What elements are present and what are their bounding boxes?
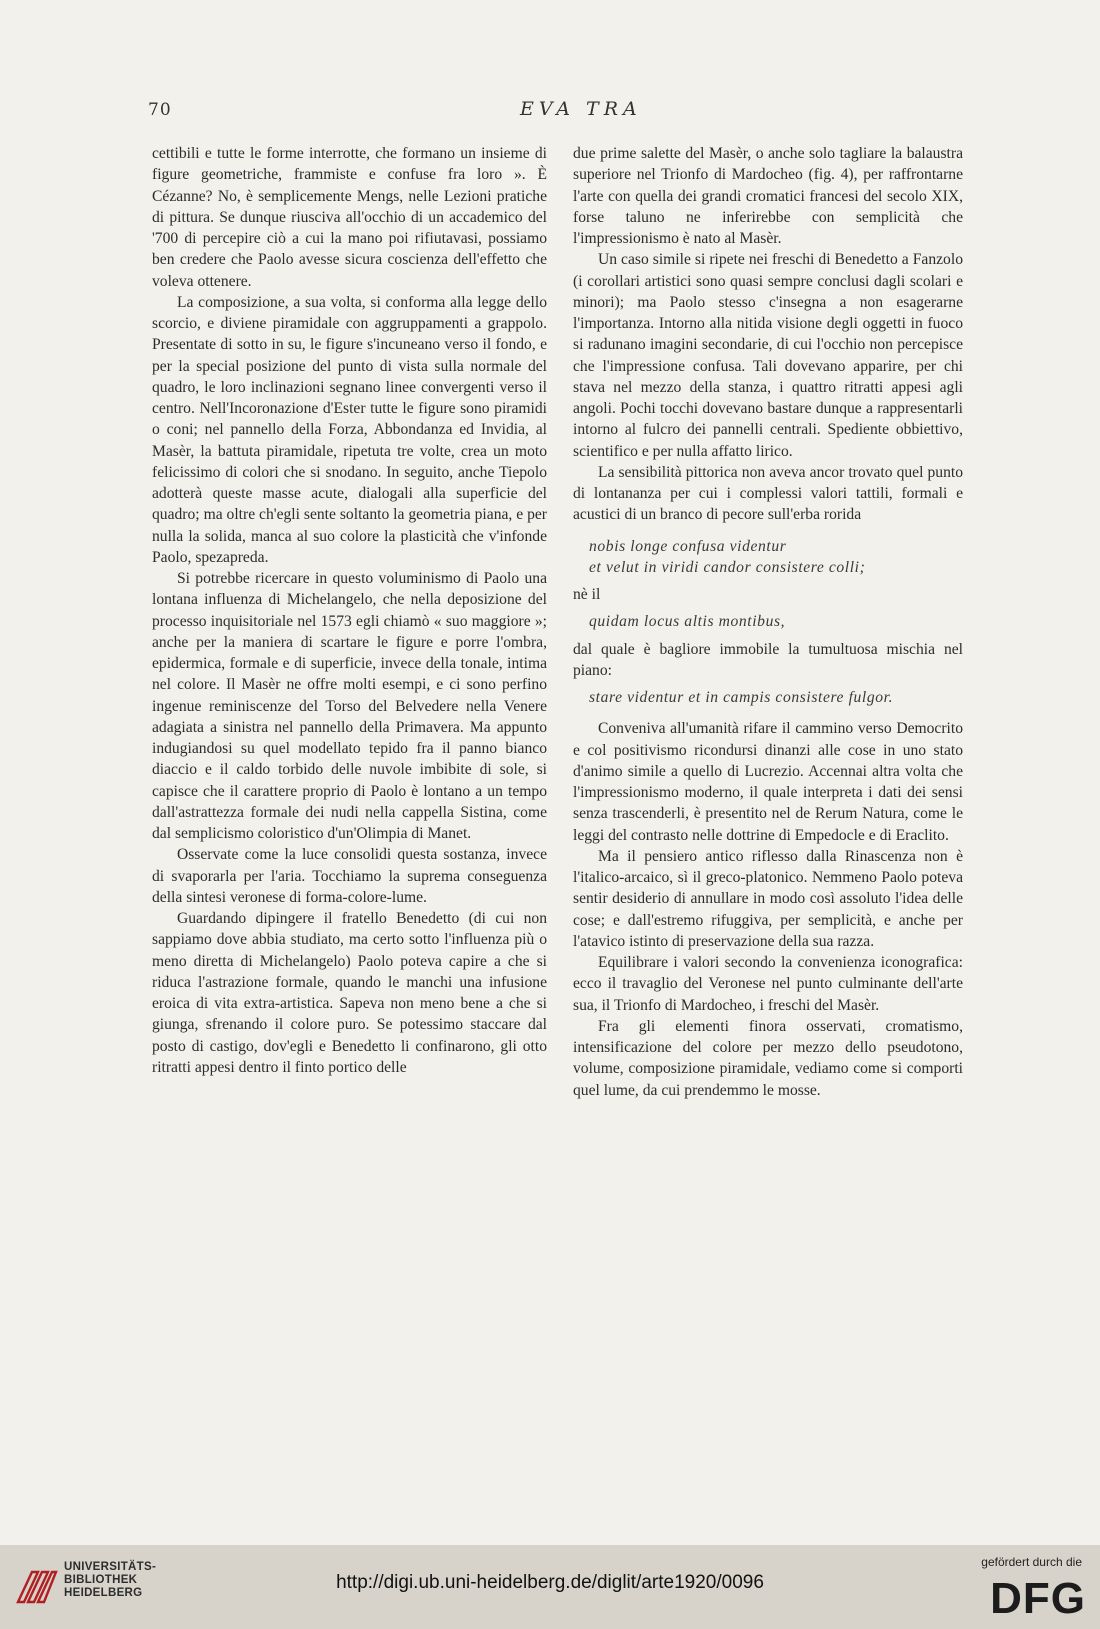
left-column <box>152 143 547 1078</box>
paragraph: cettibili e tutte le forme interrotte, che formano un insieme di figure geometriche, frammiste e confuse fra loro ». È Cézanne? No, è semplicemente Mengs, nelle Lezioni pratiche di pittura. Se dunque riusciva all'occhio di un accademico del '700 di percepire ciò a cui la mano poi rifiutavasi, possiamo ben credere che Paolo avesse sicura coscienza dell'effetto che voleva ottenere. <box>152 145 547 290</box>
paragraph: Ma il pensiero antico riflesso dalla Rinascenza non è l'italico-arcaico, sì il greco-platonico. Nemmeno Paolo poteva sentir desiderio di annullare in modo così assoluto l'idea delle cose; e dall'estremo rifuggiva, per semplicità, e anche per l'atavico istinto di preservazione della sua razza. <box>573 847 963 950</box>
page-number: 70 <box>148 100 172 120</box>
library-name-line: UNIVERSITÄTS- <box>64 1561 157 1573</box>
paragraph: Conveniva all'umanità rifare il cammino verso Democrito e col positivismo ricondursi dinanzi alle cose in uno stato d'animo simile a quello di Lucrezio. Accennai altra volta che l'impressionismo moderno, il quale interpreta i dati dei sensi senza trascenderli, è presentito nel de Rerum Natura, come le leggi del contrasto nelle dottrine di Empedocle e di Eraclito. <box>573 720 963 844</box>
paragraph: Si potrebbe ricercare in questo voluminismo di Paolo una lontana influenza di Michelangelo, che nella deposizione del processo inquisitoriale nel 1573 egli chiamò « suo maggiore »; anche per la maniera di scartare le figure e porre l'ombra, epidermica, formale e di superficie, invece della tonale, intima nel colore. Il Masèr ne offre molti esempi, e ci sono perfino ingenue reminiscenze del Torso del Belvedere nella Venere adagiata a sinistra nel pannello della Primavera. Ma appunto indugiandosi su quel modellato tepido fra il panno bianco diaccio e il caldo torbido delle nuvole imbibite di sole, si capisce che il carattere proprio di Paolo è lontano a un tempo dall'astrattezza formale dei nudi nella cappella Sistina, come dal semplicismo coloristico d'un'Olimpia di Manet. <box>152 570 547 842</box>
paragraph: La sensibilità pittorica non aveva ancor trovato quel punto di lontananza per cui i complessi valori tattili, formali e acustici di un branco di pecore sull'erba rorida <box>573 463 963 524</box>
paragraph: due prime salette del Masèr, o anche solo tagliare la balaustra superiore nel Trionfo di Mardocheo (fig. 4), per raffrontarne l'arte con quella dei grandi cromatici francesi del secolo XIX, forse taluno ne inferirebbe con semplicità che l'impressionismo è nato al Masèr. <box>573 145 963 247</box>
dfg-logo: DFG <box>990 1574 1086 1623</box>
paragraph: Fra gli elementi finora osservati, cromatismo, intensificazione del colore per mezzo dello pseudotono, volume, composizione piramidale, vediamo come si comporti quel lume, da cui prendemmo le mosse. <box>573 1017 963 1099</box>
verse-line: stare videntur et in campis consistere fulgor. <box>589 689 894 706</box>
paragraph: La composizione, a sua volta, si conforma alla legge dello scorcio, e diviene piramidale con aggruppamenti a grappolo. Presentate di sotto in su, le figure s'incuneano verso il fondo, e per la special posizione del punto di vista sulla normale del quadro, le loro inclinazioni segnano linee convergenti verso il centro. Nell'Incoronazione d'Ester tutte le figure sono piramidi o coni; nel pannello della Forza, Abbondanza ed Invidia, al Masèr, la battuta piramidale, ripetuta tre volte, crea un moto felicissimo di colori che si snodano. In seguito, anche Tiepolo adotterà queste masse acute, dialogali alla superficie del quadro; ma oltre ch'egli sente soltanto la geometria piana, e per nulla la solida, manca al suo colore la plasticità che v'infonde Paolo, spezapreda. <box>152 293 547 566</box>
library-name-line: BIBLIOTHEK <box>64 1574 138 1586</box>
paragraph: dal quale è bagliore immobile la tumultuosa mischia nel piano: <box>573 640 963 679</box>
source-url-link[interactable]: http://digi.ub.uni-heidelberg.de/diglit/arte1920/0096 <box>336 1572 764 1593</box>
paragraph: nè il <box>573 586 601 603</box>
paragraph: Un caso simile si ripete nei freschi di Benedetto a Fanzolo (i corollari artistici sono quasi sempre conclusi dagli scolari e minori); ma Paolo stesso c'insegna a non esagerarne l'importanza. Intorno alla nitida visione degli oggetti in fuoco si radunano imagini secondarie, di cui l'occhio non percepisce che l'impressione confusa. Tali dovevano apparire, per chi stava nel mezzo della stanza, i quattro ritratti appesi agli angoli. Pochi tocchi dovevano bastare dunque a rappresentarli intorno al fulcro dei pannelli centrali. Spediente obbiettivo, scientifico e per nulla affatto lirico. <box>573 251 963 460</box>
paragraph: Guardando dipingere il fratello Benedetto (di cui non sappiamo dove abbia studiato, ma certo sotto l'influenza più o meno diretta di Michelangelo) Paolo poteva capire a che si riduca l'astrazione formale, quando le manchi una infusione eroica di vita extra-artistica. Sapeva non meno bene a che si giunga, sfrenando il colore puro. Se potessimo staccare dal posto di castigo, dov'egli e Benedetto li confinarono, gli otto ritratti appesi dentro il finto portico delle <box>152 910 547 1076</box>
verse-line: nobis longe confusa videntur <box>589 537 787 555</box>
paragraph: Equilibrare i valori secondo la convenienza iconografica: ecco il travaglio del Veronese nel punto culminante dell'arte sua, il Trionfo di Mardocheo, i freschi del Masèr. <box>573 954 963 1014</box>
footer-bar <box>0 1545 1100 1629</box>
running-title: EVA TRA <box>520 98 642 120</box>
library-name-line: HEIDELBERG <box>64 1587 143 1599</box>
paragraph: Osservate come la luce consolidi questa sostanza, invece di svaporarla per l'aria. Tocchiamo la suprema conseguenza della sintesi veronese di forma-colore-lume. <box>152 846 547 906</box>
right-column <box>573 143 963 1101</box>
funded-by-label: gefördert durch die <box>981 1555 1082 1569</box>
verse-line: quidam locus altis montibus, <box>589 613 786 631</box>
verse-line: et velut in viridi candor consistere colli; <box>589 558 866 576</box>
